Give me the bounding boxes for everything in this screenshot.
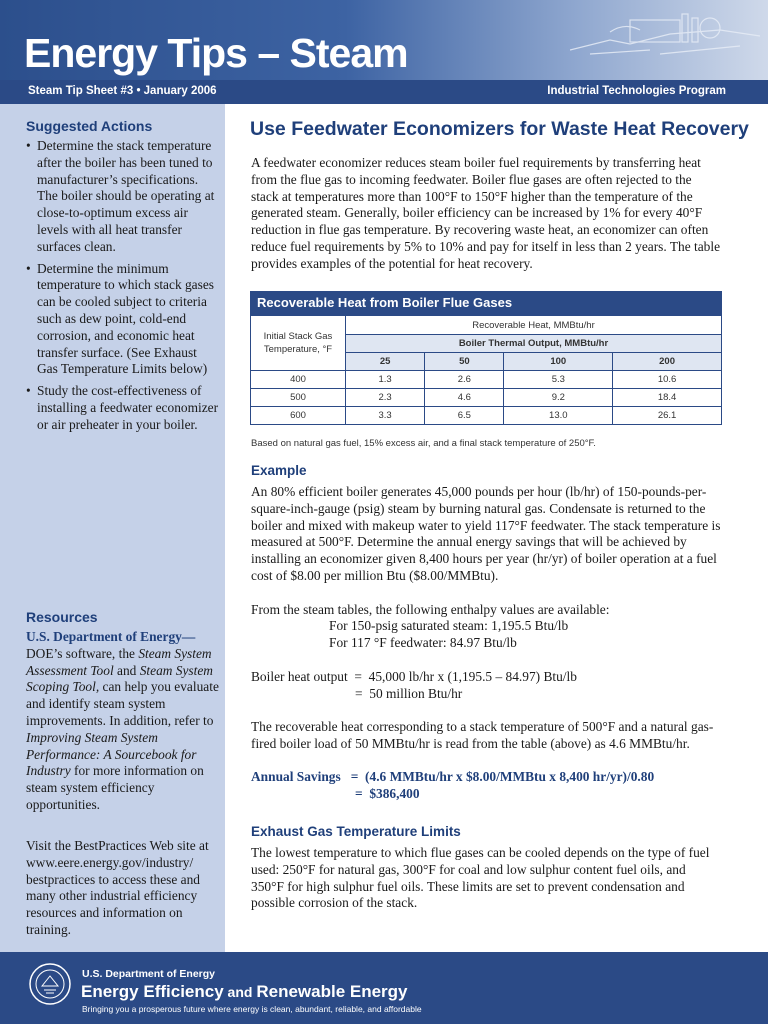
- temp-cell: 400: [251, 371, 346, 389]
- value-cell: 2.3: [346, 389, 425, 407]
- group-header: Recoverable Heat, MMBtu/hr: [346, 316, 722, 335]
- value-cell: 1.3: [346, 371, 425, 389]
- value-cell: 2.6: [425, 371, 504, 389]
- example-paragraph: An 80% efficient boiler generates 45,000 pounds per hour (lb/hr) of 150-pounds-per-square-inch-gauge (psig) steam by burning natural gas. Condensate is returned to the boiler and mixed with makeup water to yield 117°F feedwater. The stack temperature is measured at 500°F. Determine the annual energy savings that will be achieved by installing an economizer given 8,400 hours per year (hr/yr) of boiler operation at a fuel cost of $8.00 per million Btu ($8.00/MMBtu).: [251, 484, 721, 583]
- annual-savings-result: = $386,400: [355, 786, 420, 801]
- value-cell: 9.2: [504, 389, 613, 407]
- resources-text: [26, 629, 220, 814]
- temp-cell: 500: [251, 389, 346, 407]
- resources-heading: Resources: [26, 609, 98, 625]
- value-cell: 5.3: [504, 371, 613, 389]
- doe-label: U.S. Department of Energy—: [26, 629, 196, 644]
- value-cell: 26.1: [613, 407, 722, 425]
- temp-cell: 600: [251, 407, 346, 425]
- value-cell: 13.0: [504, 407, 613, 425]
- value-cell: 10.6: [613, 371, 722, 389]
- action-item: • Study the cost-effectiveness of installing a feedwater economizer or air preheater in your boiler.: [26, 383, 220, 433]
- row-header: Initial Stack Gas Temperature, °F: [251, 316, 346, 371]
- annual-savings-equation: Annual Savings = (4.6 MMBtu/hr x $8.00/MMBtu x 8,400 hr/yr)/0.80: [251, 769, 655, 784]
- limits-heading: Exhaust Gas Temperature Limits: [251, 824, 461, 839]
- doe-seal-icon: [28, 962, 72, 1006]
- enthalpy-feedwater: For 117 °F feedwater: 84.97 Btu/lb: [329, 635, 517, 650]
- tip-sheet-number: Steam Tip Sheet #3 • January 2006: [28, 85, 217, 97]
- resources-text-part: DOE’s software, the: [26, 645, 139, 661]
- ssst-title: Steam System Scoping Tool,: [26, 662, 213, 695]
- enthalpy-steam: For 150-psig saturated steam: 1,195.5 Btu/lb: [329, 618, 569, 633]
- recoverable-heat-paragraph: The recoverable heat corresponding to a stack temperature of 500°F and a natural gas-fired boiler load of 50 MMBtu/hr is read from the table (above) as 4.6 MMBtu/hr.: [251, 719, 714, 751]
- steam-tables-text: From the steam tables, the following enthalpy values are available:: [251, 602, 610, 617]
- resources-text-part: can help you evaluate and identify steam system improvements. In addition, refer to: [26, 679, 219, 728]
- value-cell: 18.4: [613, 389, 722, 407]
- action-item: • Determine the minimum temperature to which stack gases can be cooled subject to criteria such as dew point, cold-end corrosion, and economic heat transfer surface. (See Exhaust Gas Temperature Limits below): [26, 261, 220, 379]
- limits-paragraph: The lowest temperature to which flue gases can be cooled depends on the type of fuel used: 250°F for natural gas, 300°F for coal and low sulphur content fuel oils, and 350°F for high sulphur fuel oils. These limits are set to prevent condensation and possible corrosion of the stack.: [251, 845, 710, 911]
- boiler-output-result: = 50 million Btu/hr: [355, 686, 463, 701]
- column-header: 200: [613, 353, 722, 371]
- resources-text-part: for more information on steam system efficiency opportunities.: [26, 763, 204, 812]
- ssat-title: Steam System Assessment Tool: [26, 645, 212, 678]
- table-row: [251, 407, 722, 425]
- table-row: [251, 371, 722, 389]
- boiler-output-equation: Boiler heat output = 45,000 lb/hr x (1,195.5 – 84.97) Btu/lb: [251, 669, 577, 684]
- value-cell: 3.3: [346, 407, 425, 425]
- article-title: Use Feedwater Economizers for Waste Heat Recovery: [250, 118, 749, 140]
- resources-text-part: and: [113, 662, 140, 678]
- footer-office-part: Renewable Energy: [256, 982, 408, 1001]
- table-note: Based on natural gas fuel, 15% excess air, and a final stack temperature of 250°F.: [251, 438, 596, 449]
- footer-office-part: Energy Efficiency: [81, 982, 224, 1001]
- program-name: Industrial Technologies Program: [547, 85, 726, 97]
- example-heading: Example: [251, 463, 307, 478]
- table-title: Recoverable Heat from Boiler Flue Gases: [250, 291, 722, 315]
- industrial-plant-illustration: [570, 10, 760, 62]
- column-header: 100: [504, 353, 613, 371]
- footer-office-and: and: [223, 984, 257, 1000]
- suggested-actions-list: [26, 138, 220, 439]
- intro-paragraph: A feedwater economizer reduces steam boiler fuel requirements by transferring heat from the flue gas to incoming feedwater. Boiler flue gases are often rejected to the stack at temperatures more than 100°F to 150°F higher than the temperature of the generated steam. Generally, boiler efficiency can be increased by 1% for every 40°F reduction in flue gas temperature. By recovering waste heat, an economizer can often reduce fuel requirements by 5% to 10% and pay for itself in less than 2 years. The table provides examples of the potential for heat recovery.: [251, 155, 721, 271]
- footer-agency: U.S. Department of Energy: [82, 968, 216, 980]
- page-title: Energy Tips – Steam: [24, 30, 408, 76]
- column-header: 25: [346, 353, 425, 371]
- footer-office: [81, 982, 408, 1002]
- column-header: 50: [425, 353, 504, 371]
- sub-header: Boiler Thermal Output, MMBtu/hr: [346, 335, 722, 353]
- suggested-actions-heading: Suggested Actions: [26, 118, 153, 134]
- value-cell: 6.5: [425, 407, 504, 425]
- action-item: • Determine the stack temperature after the boiler has been tuned to manufacturer’s specifications. The boiler should be operating at close-to-optimum excess air levels with all heat transfer surfaces clean.: [26, 138, 220, 256]
- recoverable-heat-table: [250, 315, 722, 425]
- visit-website-text: Visit the BestPractices Web site at www.eere.energy.gov/industry/ bestpractices to access these and many other industrial efficiency resources and information on training.: [26, 838, 209, 937]
- sourcebook-title: Improving Steam System Performance: A Sourcebook for Industry: [26, 729, 197, 779]
- table-row: [251, 389, 722, 407]
- value-cell: 4.6: [425, 389, 504, 407]
- footer-tagline: Bringing you a prosperous future where energy is clean, abundant, reliable, and affordable: [82, 1004, 422, 1014]
